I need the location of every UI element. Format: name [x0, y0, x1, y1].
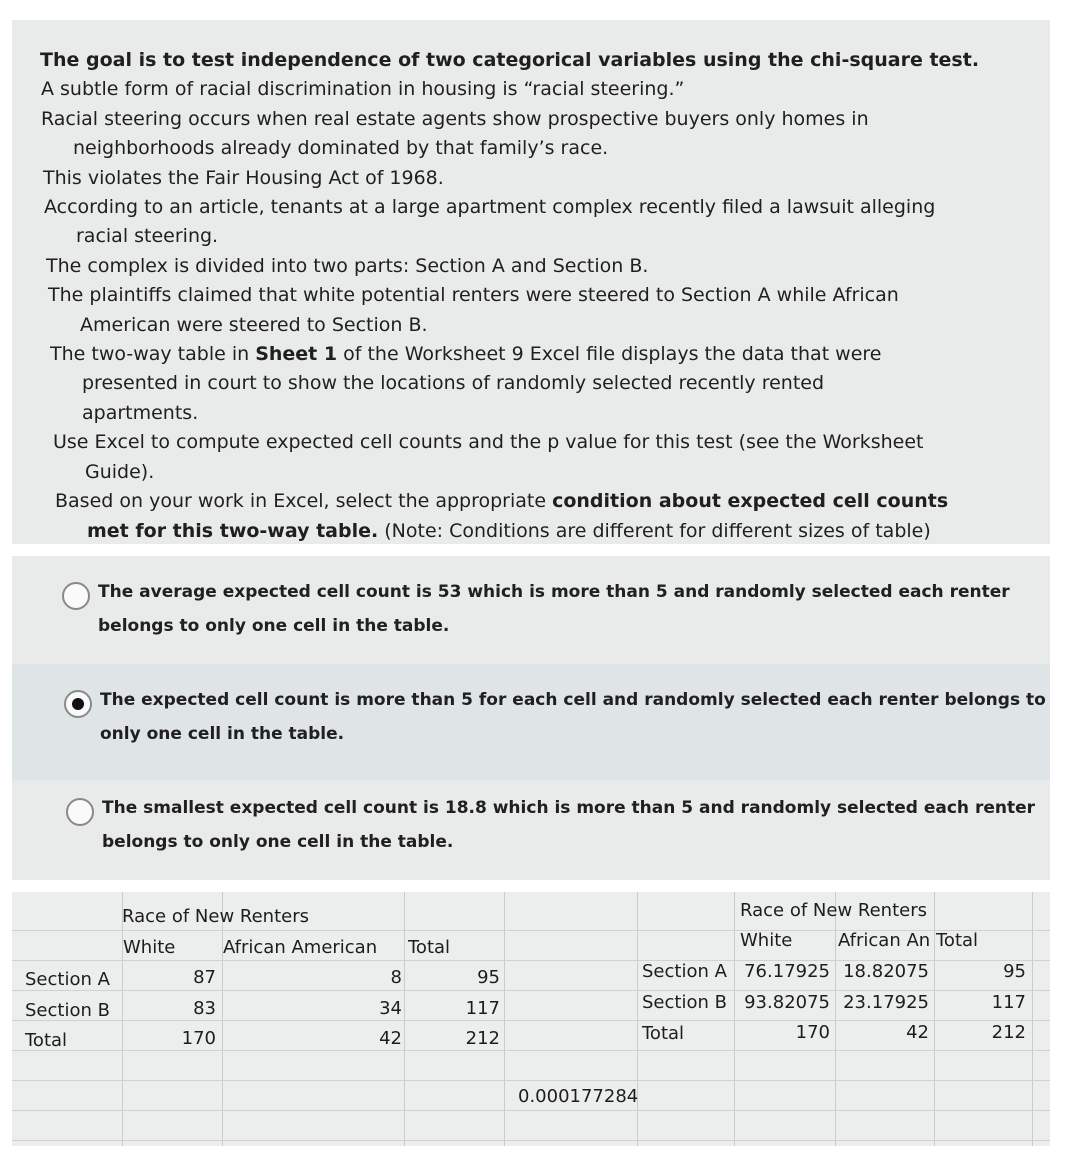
expected-row-label[interactable]: Section B	[642, 992, 727, 1013]
observed-cell[interactable]: 170	[181, 1028, 216, 1049]
observed-cell[interactable]: 212	[465, 1028, 500, 1049]
expected-cell[interactable]: 117	[991, 992, 1026, 1013]
grid-line	[12, 1050, 1050, 1051]
radio-button[interactable]	[66, 798, 94, 826]
observed-header-total[interactable]: Total	[408, 937, 451, 958]
question-line: The plaintiffs claimed that white potential renters were steered to Section A while African	[48, 284, 899, 307]
condition-note: (Note: Conditions are different for different sizes of table)	[378, 519, 931, 542]
observed-cell[interactable]: 117	[465, 998, 500, 1019]
question-paragraph	[12, 252, 1050, 281]
question-paragraph	[12, 164, 1050, 193]
expected-cell[interactable]: 42	[906, 1022, 929, 1043]
question-line: The goal is to test independence of two categorical variables using the chi-square test.	[40, 49, 980, 71]
observed-row-label[interactable]: Total	[25, 1030, 68, 1051]
question-paragraph	[12, 193, 1050, 252]
expected-row-label[interactable]: Section A	[642, 961, 727, 982]
excel-line-2: Guide).	[85, 460, 155, 483]
answer-options	[12, 556, 1050, 880]
radio-button-selected[interactable]	[64, 690, 92, 718]
option-2-line-2: only one cell in the table.	[100, 724, 345, 744]
sheet-line-3: apartments.	[82, 401, 199, 424]
excel-instruction	[12, 428, 1050, 487]
question-line: Racial steering occurs when real estate agents show prospective buyers only homes in	[41, 107, 869, 130]
radio-button[interactable]	[62, 582, 90, 610]
question-text	[12, 46, 1050, 340]
observed-cell[interactable]: 95	[477, 967, 500, 988]
option-3-line-1: The smallest expected cell count is 18.8 which is more than 5 and randomly selected each renter	[102, 798, 1036, 818]
grid-line	[12, 1140, 1050, 1141]
observed-row-label[interactable]: Section A	[25, 969, 110, 990]
expected-cell[interactable]: 18.82075	[843, 961, 929, 982]
expected-header-total[interactable]: Total	[936, 930, 979, 951]
observed-cell[interactable]: 8	[390, 967, 402, 988]
expected-cell[interactable]: 95	[1003, 961, 1026, 982]
option-1-line-2: belongs to only one cell in the table.	[98, 616, 450, 636]
expected-cell[interactable]: 212	[991, 1022, 1026, 1043]
sheet-post-text: of the Worksheet 9 Excel file displays the data that were	[337, 343, 882, 366]
question-paragraph	[12, 281, 1050, 340]
option-3[interactable]	[12, 786, 1050, 876]
observed-row-label[interactable]: Section B	[25, 1000, 110, 1021]
observed-cell[interactable]: 42	[379, 1028, 402, 1049]
excel-line-1: Use Excel to compute expected cell counts and the p value for this test (see the Worksheet	[53, 431, 924, 454]
sheet-instruction	[12, 340, 1050, 428]
observed-cell[interactable]: 34	[379, 998, 402, 1019]
question-line: This violates the Fair Housing Act of 1968.	[43, 166, 444, 189]
question-paragraph	[12, 46, 1050, 75]
p-value-cell[interactable]: 0.000177284	[518, 1086, 639, 1107]
grid-line	[12, 1110, 1050, 1111]
grid-line	[12, 1020, 1050, 1021]
expected-row-label[interactable]: Total	[642, 1023, 685, 1044]
spreadsheet	[12, 892, 1050, 1146]
question-line: racial steering.	[76, 225, 219, 248]
question-line: American were steered to Section B.	[80, 313, 428, 336]
expected-cell[interactable]: 93.82075	[744, 992, 830, 1013]
expected-cell[interactable]: 23.17925	[843, 992, 929, 1013]
expected-cell[interactable]: 76.17925	[744, 961, 830, 982]
condition-bold-text: condition about expected cell counts	[552, 490, 949, 513]
observed-table-title[interactable]: Race of New Renters	[122, 906, 309, 927]
question-line: neighborhoods already dominated by that family’s race.	[73, 137, 609, 160]
question-paragraph	[12, 75, 1050, 104]
observed-cell[interactable]: 87	[193, 967, 216, 988]
grid-line	[12, 990, 1050, 991]
expected-header-african[interactable]: African An	[838, 930, 931, 951]
question-panel	[12, 20, 1050, 544]
option-1[interactable]	[12, 570, 1050, 660]
observed-header-white[interactable]: White	[123, 937, 176, 958]
expected-cell[interactable]: 170	[795, 1022, 830, 1043]
option-3-line-2: belongs to only one cell in the table.	[102, 832, 454, 852]
observed-header-african-american[interactable]: African American	[223, 937, 378, 958]
condition-bold-text-2: met for this two-way table.	[87, 519, 379, 542]
sheet-pre-text: The two-way table in	[50, 343, 256, 366]
question-line: The complex is divided into two parts: Section A and Section B.	[46, 254, 649, 277]
condition-pre-text: Based on your work in Excel, select the appropriate	[55, 490, 553, 513]
option-1-line-1: The average expected cell count is 53 which is more than 5 and randomly selected each renter	[98, 582, 1010, 602]
sheet-line-2: presented in court to show the locations of randomly selected recently rented	[82, 372, 825, 395]
question-line: According to an article, tenants at a large apartment complex recently filed a lawsuit alleging	[44, 196, 936, 219]
option-2[interactable]	[12, 664, 1050, 780]
condition-instruction	[12, 487, 1050, 546]
expected-header-white[interactable]: White	[740, 930, 793, 951]
grid-line	[12, 1080, 1050, 1081]
question-line: A subtle form of racial discrimination in housing is “racial steering.”	[41, 78, 685, 101]
sheet-name: Sheet 1	[255, 343, 338, 366]
question-paragraph	[12, 105, 1050, 164]
option-2-line-1: The expected cell count is more than 5 for each cell and randomly selected each renter belongs to	[100, 690, 1046, 710]
observed-cell[interactable]: 83	[193, 998, 216, 1019]
expected-table-title[interactable]: Race of New Renters	[740, 900, 927, 921]
